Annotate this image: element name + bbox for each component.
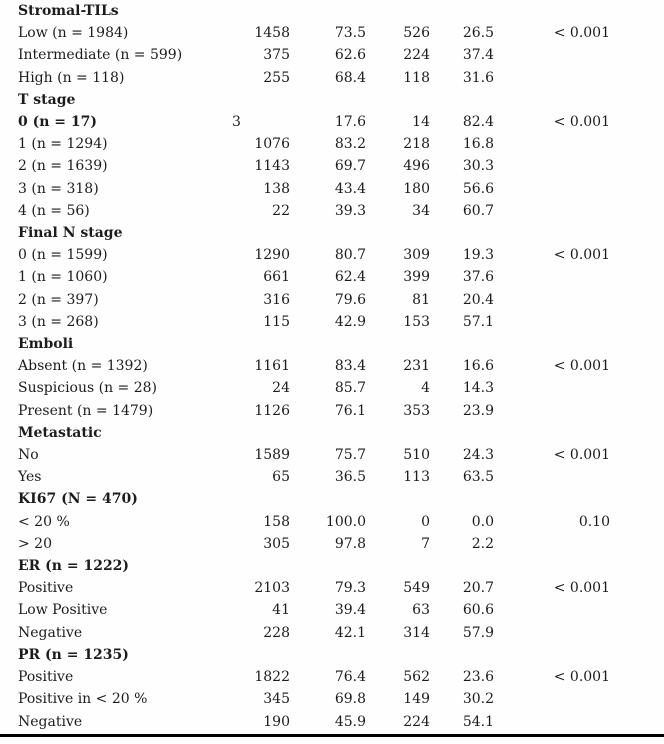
p-value: < 0.001 [553, 114, 610, 131]
row-label: High (n = 118) [18, 69, 125, 86]
pct-value-1: 62.4 [334, 269, 366, 286]
pct-value-1: 36.5 [334, 469, 366, 486]
table-row [0, 688, 664, 710]
pct-value-1: 75.7 [334, 447, 366, 464]
n-value-1: 1143 [254, 158, 290, 175]
row-label: Positive [18, 669, 74, 686]
p-value [494, 155, 664, 177]
n-value-1: 345 [263, 691, 290, 708]
group-header-row [0, 488, 664, 510]
table-row [0, 178, 664, 200]
pct-value-2: 0.0 [471, 513, 494, 530]
group-header-row [0, 222, 664, 244]
row-label: 3 (n = 268) [18, 313, 99, 330]
n-value-1: 228 [263, 624, 290, 641]
n-value-2: 180 [403, 180, 430, 197]
p-value: < 0.001 [553, 669, 610, 686]
pct-value-1: 39.3 [334, 202, 366, 219]
n-value-1: 41 [272, 602, 290, 619]
pct-value-2: 60.7 [462, 202, 494, 219]
n-value-2: 231 [403, 358, 430, 375]
pct-value-2: 57.9 [462, 624, 494, 641]
table-row [0, 44, 664, 66]
p-value [494, 377, 664, 399]
n-value-1: 661 [263, 269, 290, 286]
p-value [494, 178, 664, 200]
group-header-row [0, 422, 664, 444]
n-value-1: 375 [263, 47, 290, 64]
n-value-1: 3 [232, 114, 241, 131]
table-row [0, 533, 664, 555]
n-value-1: 24 [272, 380, 290, 397]
group-header: Stromal-TILs [18, 3, 119, 19]
pct-value-1: 69.8 [334, 691, 366, 708]
n-value-1: 1126 [254, 402, 290, 419]
n-value-2: 309 [403, 247, 430, 264]
pct-value-2: 19.3 [462, 247, 494, 264]
n-value-2: 562 [403, 669, 430, 686]
pct-value-2: 30.2 [462, 691, 494, 708]
n-value-2: 34 [412, 202, 430, 219]
n-value-2: 526 [403, 25, 430, 42]
table-row [0, 666, 664, 688]
pct-value-1: 73.5 [334, 25, 366, 42]
pct-value-2: 16.8 [462, 136, 494, 153]
group-header: Final N stage [18, 225, 123, 242]
n-value-1: 138 [263, 180, 290, 197]
pct-value-1: 85.7 [334, 380, 366, 397]
p-value: < 0.001 [553, 247, 610, 264]
n-value-2: 0 [421, 513, 430, 530]
row-label: > 20 [18, 535, 52, 552]
row-label: 0 (n = 1599) [18, 247, 108, 264]
row-label: 0 (n = 17) [18, 114, 98, 131]
table-row [0, 466, 664, 488]
n-value-1: 1161 [254, 358, 290, 375]
row-label: 2 (n = 397) [18, 291, 99, 308]
n-value-1: 115 [263, 313, 290, 330]
row-label: 2 (n = 1639) [18, 158, 108, 175]
n-value-2: 81 [412, 291, 430, 308]
p-value [494, 400, 664, 422]
pct-value-1: 68.4 [334, 69, 366, 86]
row-label: Absent (n = 1392) [18, 358, 148, 375]
n-value-1: 65 [272, 469, 290, 486]
row-label: Negative [18, 624, 83, 641]
pct-value-2: 23.6 [462, 669, 494, 686]
p-value [494, 622, 664, 644]
row-label: Present (n = 1479) [18, 402, 154, 419]
n-value-2: 4 [421, 380, 430, 397]
n-value-1: 2103 [254, 580, 290, 597]
row-label: No [18, 447, 39, 464]
group-header-row [0, 644, 664, 666]
table-row [0, 400, 664, 422]
pct-value-1: 97.8 [334, 535, 366, 552]
row-label: Positive [18, 580, 74, 597]
table-row [0, 711, 664, 733]
n-value-1: 1290 [254, 247, 290, 264]
n-value-1: 1458 [254, 25, 290, 42]
table-row [0, 111, 664, 133]
group-header-row [0, 555, 664, 577]
p-value [494, 311, 664, 333]
pct-value-2: 82.4 [462, 114, 494, 131]
group-header: PR (n = 1235) [18, 646, 129, 663]
pct-value-2: 24.3 [462, 447, 494, 464]
pct-value-1: 17.6 [334, 114, 366, 131]
pct-value-2: 14.3 [462, 380, 494, 397]
p-value [494, 133, 664, 155]
group-header: ER (n = 1222) [18, 558, 130, 575]
group-header-row [0, 89, 664, 111]
pct-value-1: 80.7 [334, 247, 366, 264]
table-bottom-rule [0, 734, 664, 737]
n-value-1: 22 [272, 202, 290, 219]
pct-value-1: 79.3 [334, 580, 366, 597]
n-value-2: 63 [412, 602, 430, 619]
n-value-2: 118 [403, 69, 430, 86]
pct-value-1: 45.9 [334, 713, 366, 730]
table-row [0, 355, 664, 377]
pct-value-1: 43.4 [334, 180, 366, 197]
n-value-2: 496 [403, 158, 430, 175]
n-value-2: 14 [412, 114, 430, 131]
pct-value-2: 57.1 [462, 313, 494, 330]
p-value [494, 44, 664, 66]
p-value: < 0.001 [553, 25, 610, 42]
table-row [0, 511, 664, 533]
pct-value-2: 30.3 [462, 158, 494, 175]
n-value-1: 190 [263, 713, 290, 730]
pct-value-2: 37.4 [462, 47, 494, 64]
pct-value-1: 76.4 [334, 669, 366, 686]
n-value-2: 353 [403, 402, 430, 419]
n-value-1: 1589 [254, 447, 290, 464]
p-value [494, 688, 664, 710]
table-row [0, 622, 664, 644]
table-row [0, 266, 664, 288]
p-value [494, 200, 664, 222]
p-value [494, 289, 664, 311]
n-value-1: 255 [263, 69, 290, 86]
row-label: Positive in < 20 % [18, 691, 148, 708]
n-value-1: 1076 [254, 136, 290, 153]
n-value-2: 153 [403, 313, 430, 330]
row-label: Suspicious (n = 28) [18, 380, 158, 397]
n-value-2: 510 [403, 447, 430, 464]
pct-value-2: 23.9 [462, 402, 494, 419]
pct-value-2: 20.7 [462, 580, 494, 597]
group-header: T stage [18, 91, 76, 108]
n-value-2: 314 [403, 624, 430, 641]
pct-value-2: 26.5 [462, 25, 494, 42]
row-label: Yes [18, 469, 42, 486]
table-row [0, 22, 664, 44]
row-label: 1 (n = 1294) [18, 136, 108, 153]
p-value: < 0.001 [553, 447, 610, 464]
pct-value-1: 39.4 [334, 602, 366, 619]
n-value-2: 224 [403, 713, 430, 730]
row-label: 4 (n = 56) [18, 202, 90, 219]
group-header: KI67 (N = 470) [18, 491, 138, 508]
row-label: Low Positive [18, 602, 108, 619]
pct-value-1: 69.7 [334, 158, 366, 175]
pct-value-2: 54.1 [462, 713, 494, 730]
row-label: 3 (n = 318) [18, 180, 99, 197]
row-label: Negative [18, 713, 83, 730]
n-value-1: 305 [263, 535, 290, 552]
pct-value-1: 62.6 [334, 47, 366, 64]
n-value-1: 158 [263, 513, 290, 530]
pct-value-1: 42.9 [334, 313, 366, 330]
pct-value-2: 2.2 [471, 535, 494, 552]
row-label: Intermediate (n = 599) [18, 47, 183, 64]
pct-value-1: 76.1 [334, 402, 366, 419]
table-row [0, 289, 664, 311]
table-row [0, 200, 664, 222]
pct-value-1: 83.2 [334, 136, 366, 153]
pct-value-2: 56.6 [462, 180, 494, 197]
row-label: Low (n = 1984) [18, 25, 129, 42]
p-value [494, 266, 664, 288]
table-row [0, 133, 664, 155]
pct-value-1: 83.4 [334, 358, 366, 375]
p-value [494, 466, 664, 488]
group-header: Emboli [18, 336, 74, 353]
table-row [0, 577, 664, 599]
table-row [0, 599, 664, 621]
table-row [0, 244, 664, 266]
n-value-2: 149 [403, 691, 430, 708]
group-header-row [0, 0, 664, 22]
p-value [494, 533, 664, 555]
p-value [494, 599, 664, 621]
table-row [0, 311, 664, 333]
p-value: < 0.001 [553, 358, 610, 375]
pct-value-1: 79.6 [334, 291, 366, 308]
pct-value-2: 37.6 [462, 269, 494, 286]
n-value-2: 113 [403, 469, 430, 486]
pct-value-2: 16.6 [462, 358, 494, 375]
group-header-row [0, 333, 664, 355]
n-value-2: 224 [403, 47, 430, 64]
n-value-2: 549 [403, 580, 430, 597]
p-value [494, 67, 664, 89]
table-row [0, 444, 664, 466]
p-value: 0.10 [578, 513, 610, 530]
n-value-1: 1822 [254, 669, 290, 686]
pct-value-2: 20.4 [462, 291, 494, 308]
row-label: 1 (n = 1060) [18, 269, 108, 286]
row-label: < 20 % [18, 513, 70, 530]
pct-value-1: 100.0 [325, 513, 366, 530]
pct-value-1: 42.1 [334, 624, 366, 641]
n-value-1: 316 [263, 291, 290, 308]
n-value-2: 7 [421, 535, 430, 552]
n-value-2: 218 [403, 136, 430, 153]
pct-value-2: 31.6 [462, 69, 494, 86]
pct-value-2: 63.5 [462, 469, 494, 486]
p-value: < 0.001 [553, 580, 610, 597]
p-value [494, 711, 664, 733]
pct-value-2: 60.6 [462, 602, 494, 619]
table-row [0, 377, 664, 399]
table-row [0, 155, 664, 177]
group-header: Metastatic [18, 424, 102, 441]
n-value-2: 399 [403, 269, 430, 286]
table-row [0, 67, 664, 89]
